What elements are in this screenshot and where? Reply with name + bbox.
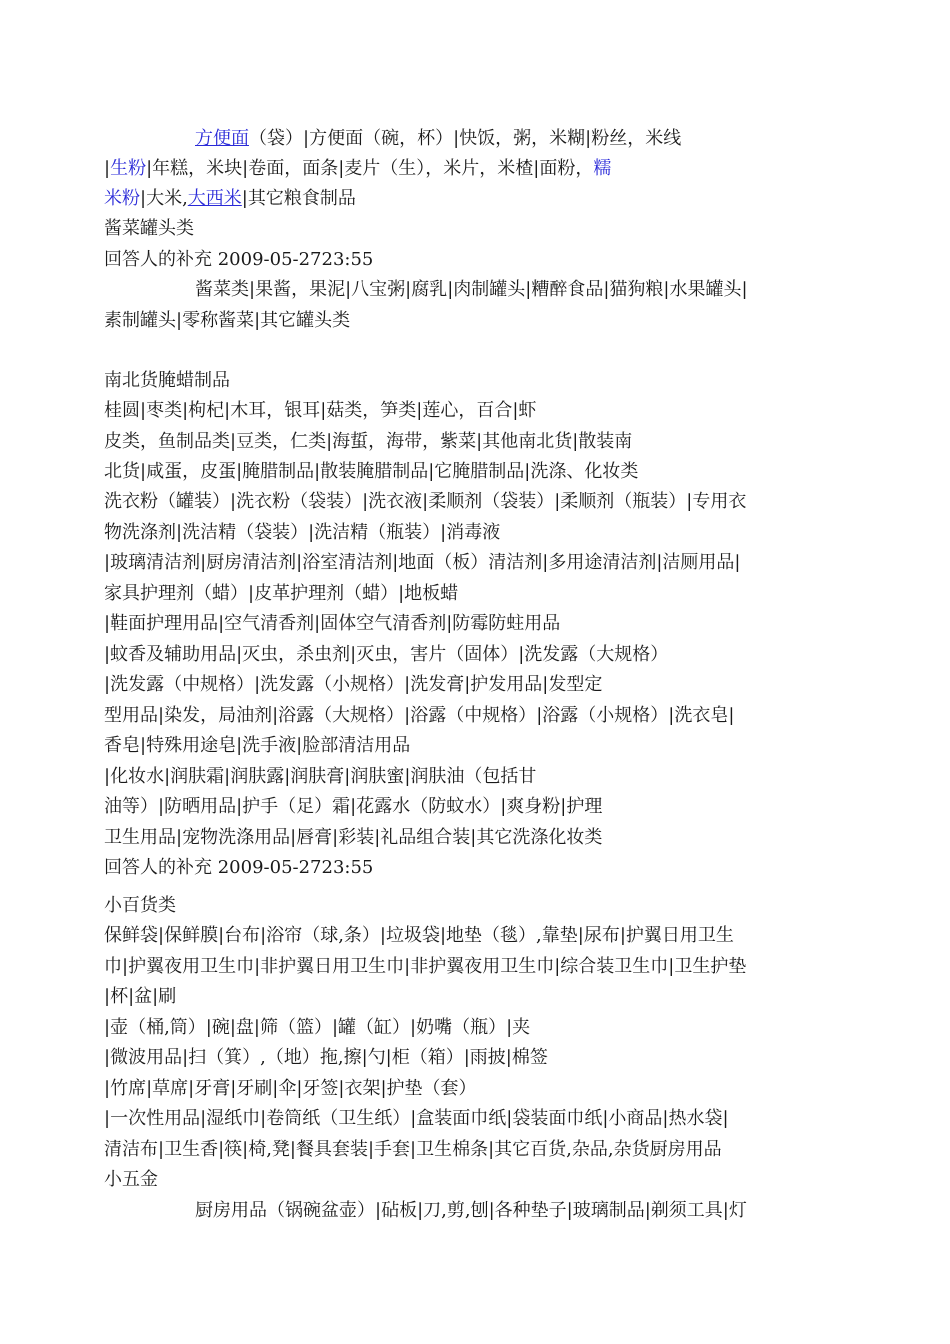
link-sago[interactable]: 大西米 xyxy=(187,188,242,209)
answer-supplement: 回答人的补充 2009-05-2723:55 xyxy=(104,857,374,878)
text-line: 香皂|特殊用途皂|洗手液|脸部清洁用品 xyxy=(104,735,411,756)
text-line xyxy=(104,158,611,180)
text-run: |年糕，米块|卷面，面条|麦片（生），米片，米楂|面粉， xyxy=(146,158,594,179)
text-line: 北货|咸蛋，皮蛋|腌腊制品|散装腌腊制品|它腌腊制品|洗涤、化妆类 xyxy=(104,461,639,482)
text-line: 清洁布|卫生香|筷|椅,凳|餐具套装|手套|卫生棉条|其它百货,杂品,杂货厨房用品 xyxy=(104,1139,722,1160)
section-heading: 小百货类 xyxy=(104,895,176,916)
text-line: 巾|护翼夜用卫生巾|非护翼日用卫生巾|非护翼夜用卫生巾|综合装卫生巾|卫生护垫 xyxy=(104,956,747,977)
text-line: |微波用品|扫（箕）,（地）拖,擦|勺|柜（箱）|雨披|棉签 xyxy=(104,1047,548,1068)
text-line: |杯|盆|刷 xyxy=(104,986,177,1007)
text-line: 物洗涤剂|洗洁精（袋装）|洗洁精（瓶装）|消毒液 xyxy=(104,522,501,543)
text-line: |竹席|草席|牙膏|牙刷|伞|牙签|衣架|护垫（套） xyxy=(104,1078,477,1099)
text-line: 油等）|防晒用品|护手（足）霜|花露水（防蚊水）|爽身粉|护理 xyxy=(104,796,603,817)
text-line: 家具护理剂（蜡）|皮革护理剂（蜡）|地板蜡 xyxy=(104,583,459,604)
text-line: |壶（桶,筒）|碗|盘|筛（篮）|罐（缸）|奶嘴（瓶）|夹 xyxy=(104,1017,531,1038)
text-line: |化妆水|润肤霜|润肤露|润肤膏|润肤蜜|润肤油（包括甘 xyxy=(104,766,537,787)
text-line: |洗发露（中规格）|洗发露（小规格）|洗发膏|护发用品|发型定 xyxy=(104,674,603,695)
text-line: 厨房用品（锅碗盆壶）|砧板|刀,剪,刨|各种垫子|玻璃制品|剃须工具|灯 xyxy=(195,1200,747,1221)
text-line: 型用品|染发，局油剂|浴露（大规格）|浴露（中规格）|浴露（小规格）|洗衣皂| xyxy=(104,705,735,726)
section-heading: 酱菜罐头类 xyxy=(104,218,194,239)
link-starch[interactable]: 生粉 xyxy=(110,158,147,179)
text-line: |鞋面护理用品|空气清香剂|固体空气清香剂|防霉防蛀用品 xyxy=(104,613,561,634)
text-line: 洗衣粉（罐装）|洗衣粉（袋装）|洗衣液|柔顺剂（袋装）|柔顺剂（瓶装）|专用衣 xyxy=(104,491,747,512)
section-heading: 小五金 xyxy=(104,1169,158,1190)
section-heading: 南北货腌蜡制品 xyxy=(104,370,230,391)
text-line: 酱菜类|果酱，果泥|八宝粥|腐乳|肉制罐头|糟醉食品|猫狗粮|水果罐头| xyxy=(195,279,748,300)
text-line xyxy=(104,188,356,210)
text-line: |一次性用品|湿纸巾|卷筒纸（卫生纸）|盒装面巾纸|袋装面巾纸|小商品|热水袋| xyxy=(104,1108,729,1129)
text-run: |其它粮食制品 xyxy=(241,188,356,209)
link-glutinous-start[interactable]: 糯 xyxy=(593,158,612,179)
text-line: 卫生用品|宠物洗涤用品|唇膏|彩装|礼品组合装|其它洗涤化妆类 xyxy=(104,827,603,848)
text-line: |蚊香及辅助用品|灭虫，杀虫剂|灭虫，害片（固体）|洗发露（大规格） xyxy=(104,644,669,665)
text-run: |大米, xyxy=(140,188,188,209)
text-run: （袋）|方便面（碗，杯）|快饭，粥，米糊|粉丝，米线 xyxy=(249,128,682,149)
text-line: 皮类，鱼制品类|豆类，仁类|海蜇，海带，紫菜|其他南北货|散装南 xyxy=(104,431,633,452)
link-instant-noodles[interactable]: 方便面 xyxy=(195,128,249,149)
text-line: 桂圆|枣类|枸杞|木耳，银耳|菇类，笋类|莲心，百合|虾 xyxy=(104,400,537,421)
link-glutinous-end[interactable]: 米粉 xyxy=(104,188,140,209)
text-line: 保鲜袋|保鲜膜|台布|浴帘（球,条）|垃圾袋|地垫（毯）,靠垫|尿布|护翼日用卫生 xyxy=(104,925,734,946)
text-line: 素制罐头|零称酱菜|其它罐头类 xyxy=(104,310,351,331)
text-run: | xyxy=(104,158,111,179)
answer-supplement: 回答人的补充 2009-05-2723:55 xyxy=(104,249,374,270)
text-line: |玻璃清洁剂|厨房清洁剂|浴室清洁剂|地面（板）清洁剂|多用途清洁剂|洁厕用品| xyxy=(104,552,741,573)
text-line xyxy=(195,128,681,150)
